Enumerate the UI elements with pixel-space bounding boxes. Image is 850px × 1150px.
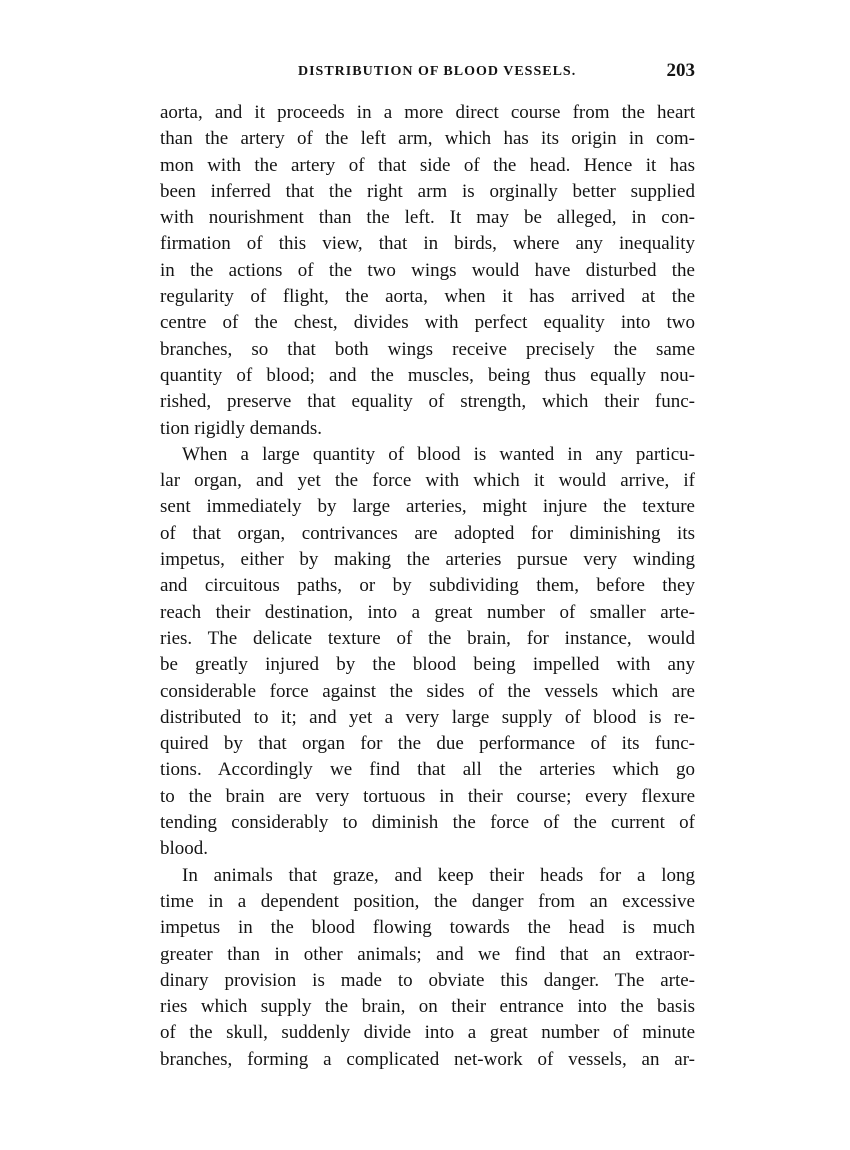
text-line: branches, forming a complicated net-work of vessels, an ar- [160, 1048, 695, 1070]
text-line: firmation of this view, that in birds, where any inequality [160, 233, 695, 255]
paragraph-end-line: tion rigidly demands. [160, 417, 323, 439]
body-text [160, 100, 695, 1073]
text-line: impetus, either by making the arteries pursue very winding [160, 549, 695, 571]
text-line: quired by that organ for the due performance of its func- [160, 733, 695, 755]
text-line: ries. The delicate texture of the brain, for instance, would [160, 627, 695, 649]
text-line: aorta, and it proceeds in a more direct course from the heart [160, 102, 695, 123]
text-line: tions. Accordingly we find that all the arteries which go [160, 759, 695, 781]
text-line: with nourishment than the left. It may be alleged, in con- [160, 207, 695, 229]
text-line: time in a dependent position, the danger from an excessive [160, 890, 695, 912]
text-line: regularity of flight, the aorta, when it has arrived at the [160, 286, 695, 308]
text-line: ries which supply the brain, on their entrance into the basis [160, 996, 695, 1018]
running-title: DISTRIBUTION OF BLOOD VESSELS. [298, 64, 577, 79]
text-line: rished, preserve that equality of strength, which their func- [160, 391, 695, 413]
text-line: than the artery of the left arm, which has its origin in com- [160, 128, 695, 150]
text-line: dinary provision is made to obviate this danger. The arte- [160, 969, 695, 991]
running-head [160, 60, 695, 90]
text-line: been inferred that the right arm is orginally better supplied [160, 180, 695, 202]
text-line: centre of the chest, divides with perfect equality into two [160, 312, 695, 334]
text-line: in the actions of the two wings would have disturbed the [160, 259, 695, 281]
text-line: impetus in the blood flowing towards the head is much [160, 917, 695, 939]
text-line: mon with the artery of that side of the head. Hence it has [160, 154, 695, 176]
text-line: and circuitous paths, or by subdividing them, before they [160, 575, 695, 597]
text-line: of the skull, suddenly divide into a great number of minute [160, 1022, 695, 1044]
paragraph-end-line: blood. [160, 838, 209, 860]
text-line: distributed to it; and yet a very large supply of blood is re- [160, 706, 695, 728]
text-line: reach their destination, into a great number of smaller arte- [160, 601, 695, 623]
text-line: greater than in other animals; and we find that an extraor- [160, 943, 695, 965]
page-number: 203 [666, 60, 695, 81]
text-line: considerable force against the sides of the vessels which are [160, 680, 695, 702]
text-line: be greatly injured by the blood being impelled with any [160, 654, 695, 676]
paragraph-start-line: When a large quantity of blood is wanted in any particu- [182, 443, 695, 465]
text-line: to the brain are very tortuous in their course; every flexure [160, 785, 695, 807]
text-line: of that organ, contrivances are adopted for diminishing its [160, 522, 695, 544]
text-line: quantity of blood; and the muscles, being thus equally nou- [160, 364, 695, 386]
paragraph-start-line: In animals that graze, and keep their heads for a long [182, 864, 695, 886]
text-line: tending considerably to diminish the force of the current of [160, 812, 695, 834]
text-line: sent immediately by large arteries, might injure the texture [160, 496, 695, 518]
text-line: lar organ, and yet the force with which it would arrive, if [160, 470, 695, 492]
text-line: branches, so that both wings receive precisely the same [160, 338, 695, 360]
